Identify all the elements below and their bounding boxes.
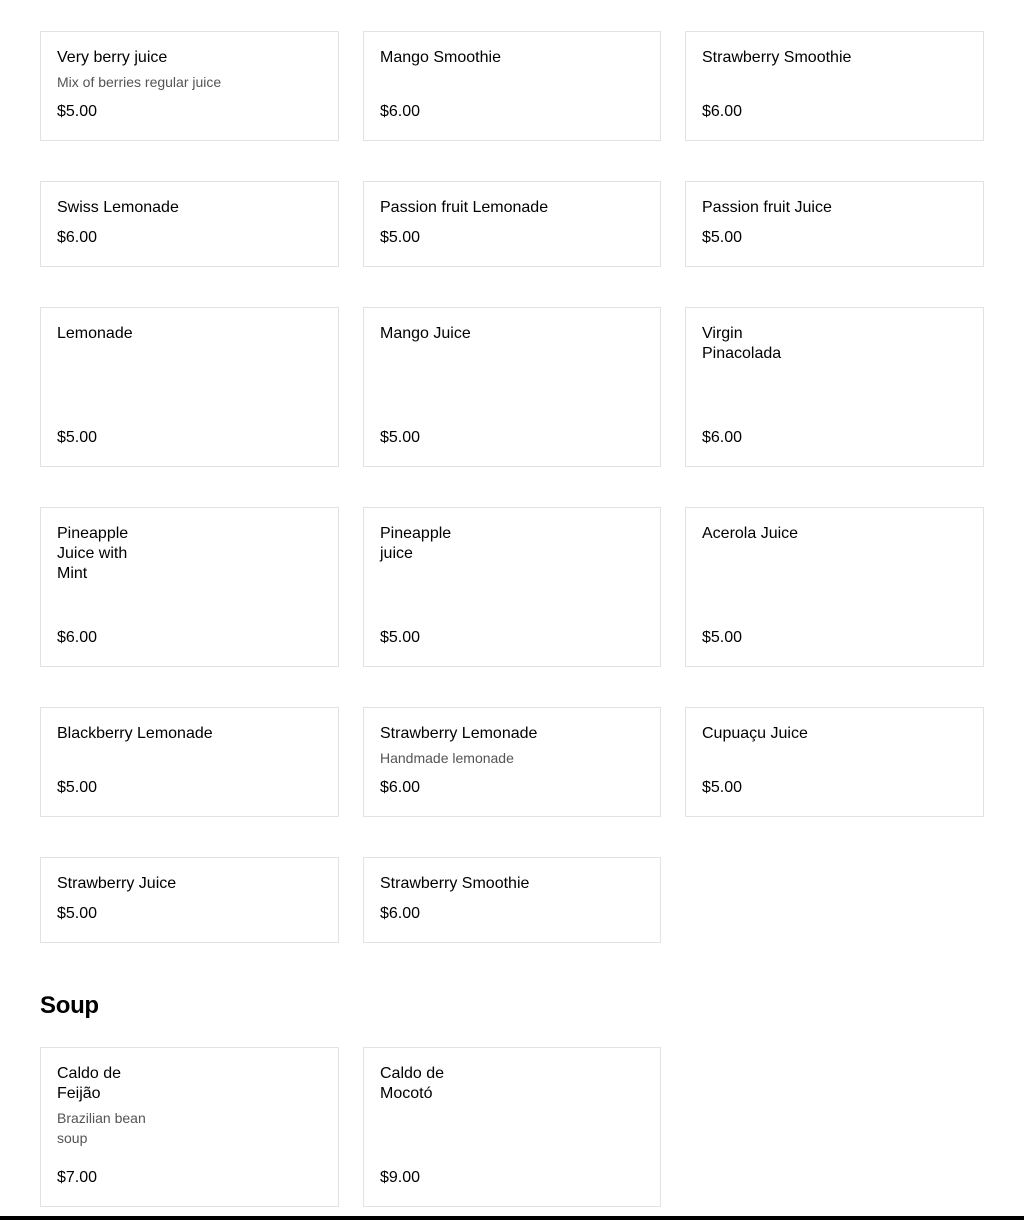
item-price: $5.00 — [57, 779, 98, 796]
item-price: $6.00 — [57, 229, 98, 246]
item-description: Brazilian bean soup — [57, 1110, 146, 1146]
item-price: $5.00 — [702, 779, 743, 796]
item-price: $5.00 — [380, 629, 421, 646]
menu-item-card[interactable] — [40, 31, 339, 141]
item-name: Pineapple Juice with Mint — [57, 525, 129, 582]
item-description: Handmade lemonade — [380, 750, 514, 766]
item-name: Blackberry Lemonade — [57, 725, 213, 742]
item-name: Mango Smoothie — [380, 49, 501, 66]
item-price: $5.00 — [380, 229, 421, 246]
item-name: Cupuaçu Juice — [702, 725, 808, 742]
menu-item-card[interactable] — [685, 181, 984, 267]
menu-item-card[interactable] — [40, 1047, 339, 1207]
item-price: $5.00 — [702, 629, 743, 646]
item-price: $6.00 — [702, 103, 743, 120]
menu-item-card[interactable] — [363, 307, 661, 467]
item-price: $6.00 — [57, 629, 98, 646]
item-price: $5.00 — [57, 905, 98, 922]
item-name: Mango Juice — [380, 325, 471, 342]
item-price: $7.00 — [57, 1169, 98, 1186]
item-name: Swiss Lemonade — [57, 199, 179, 216]
item-name: Strawberry Lemonade — [380, 725, 538, 742]
menu-item-card[interactable] — [363, 507, 661, 667]
item-price: $9.00 — [380, 1169, 421, 1186]
item-name: Caldo de Mocotó — [380, 1065, 445, 1102]
item-price: $6.00 — [380, 905, 421, 922]
item-name: Very berry juice — [57, 49, 168, 66]
menu-item-card[interactable] — [363, 1047, 661, 1207]
menu-item-card[interactable] — [685, 31, 984, 141]
item-price: $5.00 — [57, 103, 98, 120]
bottom-bar — [0, 1216, 1024, 1220]
item-name: Virgin Pinacolada — [702, 325, 782, 362]
item-name: Passion fruit Juice — [702, 199, 832, 216]
menu-item-card[interactable] — [685, 707, 984, 817]
menu-item-card[interactable] — [685, 307, 984, 467]
menu-item-card[interactable] — [685, 507, 984, 667]
section-title-soup: Soup — [40, 992, 99, 1019]
item-price: $5.00 — [57, 429, 98, 446]
item-price: $6.00 — [380, 779, 421, 796]
item-description: Mix of berries regular juice — [57, 74, 222, 90]
item-name: Passion fruit Lemonade — [380, 199, 549, 216]
menu-item-card[interactable] — [40, 307, 339, 467]
item-name: Strawberry Smoothie — [702, 49, 852, 66]
menu-item-card[interactable] — [363, 31, 661, 141]
item-name: Lemonade — [57, 325, 133, 342]
menu-item-card[interactable] — [40, 857, 339, 943]
item-name: Acerola Juice — [702, 525, 799, 542]
menu-item-card[interactable] — [40, 707, 339, 817]
item-name: Caldo de Feijão — [57, 1065, 122, 1102]
menu-item-card[interactable] — [363, 707, 661, 817]
item-price: $6.00 — [380, 103, 421, 120]
menu-item-card[interactable] — [40, 181, 339, 267]
item-price: $5.00 — [380, 429, 421, 446]
item-price: $6.00 — [702, 429, 743, 446]
menu-item-card[interactable] — [40, 507, 339, 667]
item-name: Pineapple juice — [380, 525, 452, 562]
item-name: Strawberry Juice — [57, 875, 177, 892]
menu-item-card[interactable] — [363, 181, 661, 267]
item-price: $5.00 — [702, 229, 743, 246]
menu-item-card[interactable] — [363, 857, 661, 943]
item-name: Strawberry Smoothie — [380, 875, 530, 892]
